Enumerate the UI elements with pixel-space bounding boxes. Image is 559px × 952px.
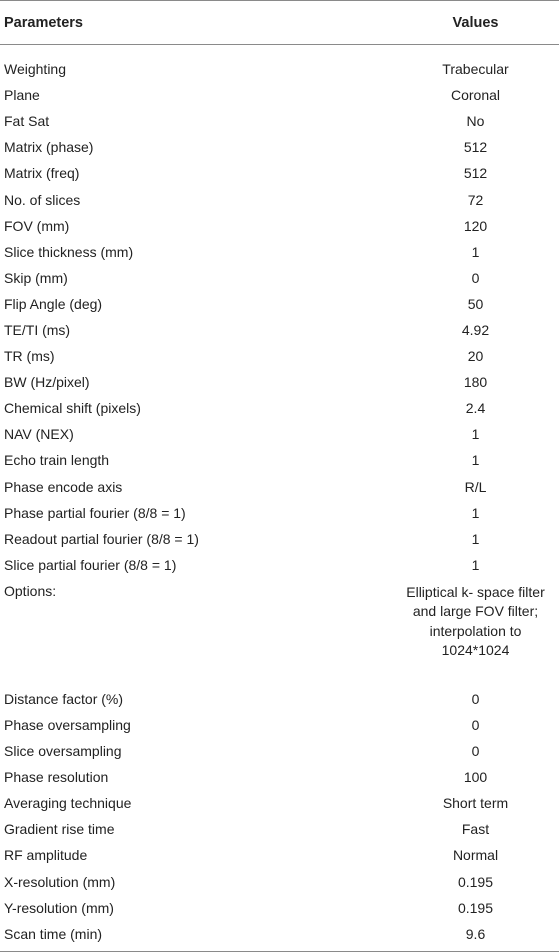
table-row [0, 186, 559, 212]
value-cell: No [466, 113, 485, 130]
value-cell: 1 [471, 452, 480, 469]
table-row [0, 421, 559, 447]
table-row [0, 213, 559, 239]
value-cell: 1 [471, 530, 480, 547]
table-row [0, 343, 559, 369]
table-row [0, 56, 559, 82]
parameter-cell: X-resolution (mm) [4, 873, 116, 890]
parameter-cell: Matrix (phase) [4, 139, 94, 156]
table-row [0, 474, 559, 500]
table-row [0, 447, 559, 473]
table-row [0, 291, 559, 317]
parameter-cell: TE/TI (ms) [4, 321, 71, 338]
value-cell: R/L [464, 478, 487, 495]
header-row [0, 1, 559, 45]
value-cell: 4.92 [461, 321, 490, 338]
value-cell: Short term [442, 795, 509, 812]
parameter-cell: Y-resolution (mm) [4, 899, 114, 916]
parameter-cell: BW (Hz/pixel) [4, 374, 90, 391]
value-line: and large FOV filter; [412, 603, 539, 620]
table-row [0, 869, 559, 895]
value-cell: 100 [463, 769, 488, 786]
table-row [0, 738, 559, 764]
parameter-cell: Plane [4, 87, 40, 104]
parameter-cell: NAV (NEX) [4, 426, 74, 443]
parameter-cell: Gradient rise time [4, 821, 115, 838]
value-cell: 0.195 [457, 873, 494, 890]
parameter-cell: Scan time (min) [0, 921, 392, 952]
table-row [0, 265, 559, 291]
table-row [0, 239, 559, 265]
table-row [0, 790, 559, 816]
parameter-cell: Slice oversampling [4, 743, 122, 760]
table-row [0, 369, 559, 395]
table-body [0, 45, 559, 952]
value-cell-multiline [392, 578, 559, 686]
value-cell: 0 [471, 690, 480, 707]
header-values: Values [392, 1, 559, 45]
table-row [0, 134, 559, 160]
table-row [0, 526, 559, 552]
value-cell: 1 [471, 426, 480, 443]
table-row [0, 395, 559, 421]
parameter-cell: Phase encode axis [4, 478, 123, 495]
parameter-cell: Options: [4, 582, 57, 599]
table-row [0, 500, 559, 526]
parameter-cell: Averaging technique [4, 795, 132, 812]
table-row-options [0, 578, 559, 686]
table-row [0, 816, 559, 842]
parameter-cell: FOV (mm) [4, 217, 70, 234]
value-cell: 120 [463, 217, 488, 234]
table-row [0, 895, 559, 921]
parameter-cell: Readout partial fourier (8/8 = 1) [4, 530, 199, 547]
header-parameters: Parameters [0, 1, 392, 45]
parameter-cell: Slice partial fourier (8/8 = 1) [4, 556, 177, 573]
value-cell: Coronal [450, 87, 501, 104]
parameter-cell: Distance factor (%) [4, 690, 124, 707]
parameter-cell: RF amplitude [4, 847, 88, 864]
value-cell: 0 [471, 269, 480, 286]
parameter-cell: Matrix (freq) [4, 165, 80, 182]
table-row [0, 108, 559, 134]
value-cell: 0 [471, 743, 480, 760]
value-cell: 1 [471, 504, 480, 521]
table-row [0, 712, 559, 738]
value-cell: 1 [471, 243, 480, 260]
value-cell: 0 [471, 717, 480, 734]
table-row [0, 82, 559, 108]
value-cell: 50 [467, 295, 484, 312]
value-line: Elliptical k- space filter [406, 583, 545, 600]
table-row [0, 160, 559, 186]
parameter-cell: Phase oversampling [4, 717, 131, 734]
parameter-cell: Fat Sat [4, 113, 50, 130]
value-cell: 180 [463, 374, 488, 391]
value-line: interpolation to [429, 622, 522, 639]
value-cell: 72 [467, 191, 484, 208]
value-cell: 512 [463, 165, 488, 182]
value-cell: 512 [463, 139, 488, 156]
parameter-cell: Phase resolution [4, 769, 109, 786]
parameter-cell: Flip Angle (deg) [4, 295, 103, 312]
parameter-cell: Chemical shift (pixels) [4, 400, 141, 417]
parameter-cell: Echo train length [4, 452, 110, 469]
value-cell: Normal [452, 847, 499, 864]
parameter-cell: Weighting [4, 61, 67, 78]
table-row [0, 921, 559, 952]
table-row [0, 764, 559, 790]
value-cell: 2.4 [465, 400, 486, 417]
table-spacer [0, 45, 559, 57]
parameter-cell: TR (ms) [4, 348, 55, 365]
value-line: 1024*1024 [441, 642, 510, 659]
table-row [0, 842, 559, 868]
value-cell: 9.6 [392, 921, 559, 952]
value-cell: Fast [461, 821, 490, 838]
parameter-cell: Skip (mm) [4, 269, 68, 286]
value-cell: 1 [471, 556, 480, 573]
value-cell: 0.195 [457, 899, 494, 916]
table-row [0, 686, 559, 712]
value-cell: 20 [467, 348, 484, 365]
parameter-cell: Phase partial fourier (8/8 = 1) [4, 504, 186, 521]
table-row [0, 552, 559, 578]
table-row [0, 317, 559, 343]
parameter-cell: No. of slices [4, 191, 81, 208]
parameter-cell: Slice thickness (mm) [4, 243, 134, 260]
table-header [0, 1, 559, 45]
value-cell: Trabecular [442, 61, 509, 78]
